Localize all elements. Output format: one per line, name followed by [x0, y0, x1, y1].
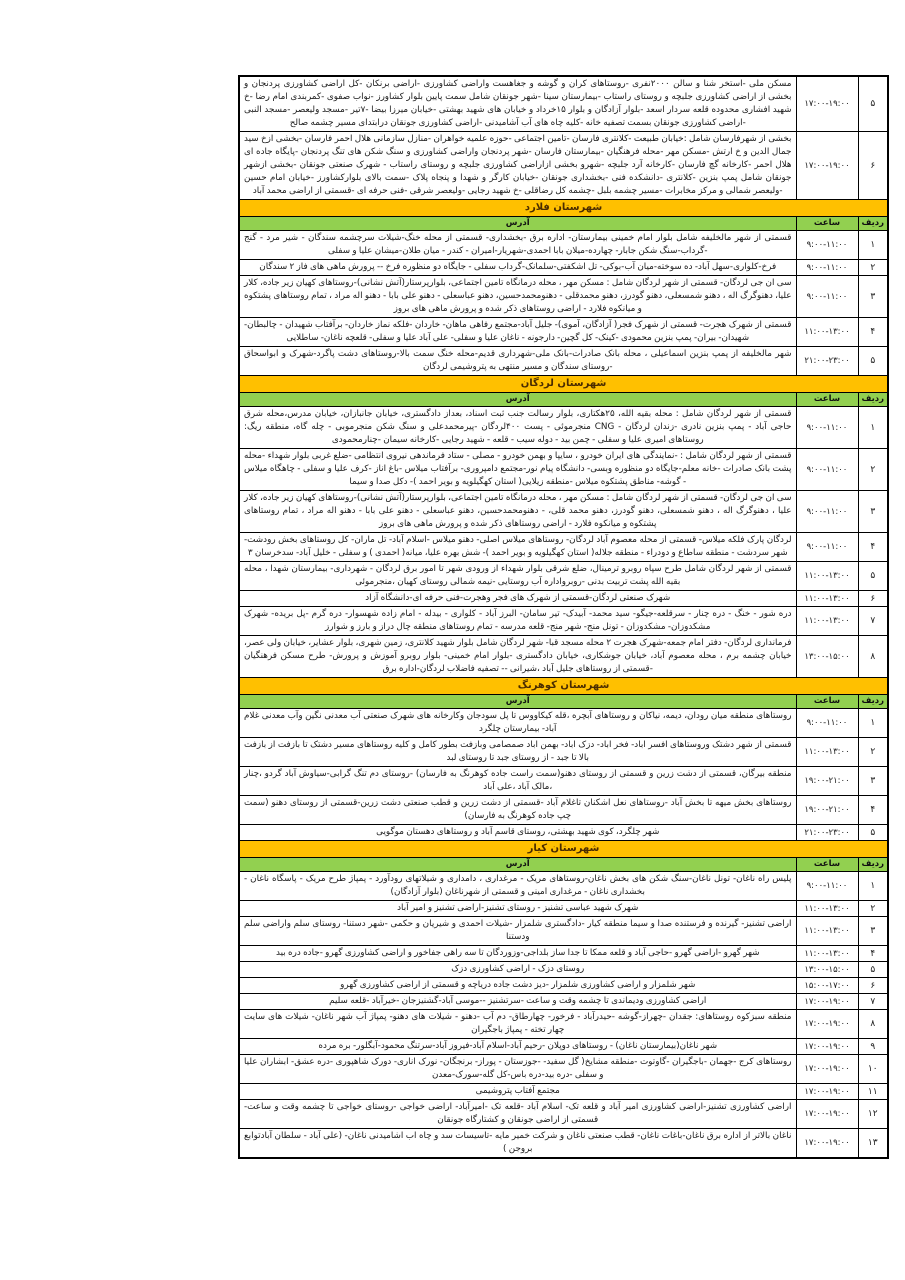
- table-row: [239, 607, 888, 636]
- outage-address-cell: شهر چلگرد، کوی شهید بهشتی، روستای قاسم آباد و روستاهای دهستان موگویی: [239, 825, 796, 841]
- outage-time-cell: ۱۷:۰۰-۱۹:۰۰: [796, 1055, 858, 1084]
- outage-address-cell: مجتمع آفتاب پتروشیمی: [239, 1084, 796, 1100]
- outage-time-cell: ۱۳:۰۰-۱۵:۰۰: [796, 962, 858, 978]
- outage-time-cell: ۱۱:۰۰-۱۳:۰۰: [796, 946, 858, 962]
- table-row: [239, 76, 888, 132]
- table-row: [239, 1010, 888, 1039]
- outage-address-cell: اراضی کشاورزی تشنیز-اراضی کشاورزی امیر آباد و قلعه تک- اسلام آباد -قلعه تک -امیرآباد- اراضی خواجی -روستای خواجی تا چشمه وقت و ساعت- قسمتی از اراضی جونقان و کشتارگاه جونقان: [239, 1100, 796, 1129]
- row-number-cell: ۱۰: [858, 1055, 888, 1084]
- table-row: [239, 562, 888, 591]
- outage-address-cell: قسمتی از شهر لردگان شامل : -نمایندگی های ایران خودرو ، سایپا و بهمن خودرو - مصلی - ستاد فرماندهی نیروی انتظامی -ضلع غربی بلوار شهداء -محله پشت بانک صادرات -خانه معلم-جایگاه دو منظوره وبسی- دانشگاه پیام نور-مجتمع دامپروری- برآفتاب میلاس -باغ اناز -کرف علیا و سفلی - چاهگاه میلاس - گوشه- مناطق پشتکوه میلاس -منطقه زیلایی( استان کهگیلویه و بویر احمد )- دکل صدا و سیما: [239, 449, 796, 491]
- outage-time-cell: ۹:۰۰-۱۱:۰۰: [796, 491, 858, 533]
- outage-address-cell: پلیس راه ناغان- تونل ناغان-سنگ شکن های بخش ناغان-روستاهای مریک - مرغداری ، دامداری و شیلاتهای رودآورد - پمپاژ طرح مریک - پاسگاه ناغان - بخشداری ناغان - مرغداری امینی و قسمتی از شهرناغان (بلوار آزادگان): [239, 872, 796, 901]
- outage-time-cell: ۱۱:۰۰-۱۳:۰۰: [796, 318, 858, 347]
- column-header-address-label: آدرس: [239, 393, 796, 407]
- outage-address-cell: شهر شلمزار و اراضی کشاورزی شلمزار -دیز دشت جاده دریاچه و قسمتی از اراضی کشاورزی گهرو: [239, 978, 796, 994]
- row-number-cell: ۲: [858, 901, 888, 917]
- table-row: [239, 962, 888, 978]
- outage-time-cell: ۹:۰۰-۱۱:۰۰: [796, 260, 858, 276]
- outage-address-cell: قسمتی از شهر لردگان شامل طرح سپاه روبرو ترمینال، ضلع شرقی بلوار شهداء از ورودی شهر تا امور برق لردگان - شهرداری- بیمارستان شهدا ، محله بقیه الله پشت تربیت بدنی -روبرواداره آب روستایی -نیمه شمالی روستای کهیان ،منجرموئی: [239, 562, 796, 591]
- column-header-row: [239, 858, 888, 872]
- row-number-cell: ۱: [858, 709, 888, 738]
- column-header-address-label: آدرس: [239, 858, 796, 872]
- column-header-time-label: ساعت: [796, 217, 858, 231]
- row-number-cell: ۱۲: [858, 1100, 888, 1129]
- outage-address-cell: قسمتی از شهر دشتک وروستاهای افسر اباد- فخر اباد- دزک اباد- بهمن اباد صمصامی وبازفت بطور کامل و کلیه روستاهای مسیر دشتک تا بازفت از بازفت بالا تا جبد - از روستای جبد تا روستای لبد: [239, 738, 796, 767]
- column-header-time-label: ساعت: [796, 393, 858, 407]
- row-number-cell: ۴: [858, 318, 888, 347]
- outage-address-cell: منطقه سبزکوه روستاهای: جقدان -چهراز-گوشه -حیدرآباد - فرخور- چهارطاق- دم آب -دهنو - شیلات های دهنو- پمپاژ آب شهر ناغان- شیلات های سایت چهار تخته - پمپاژ باجگیران: [239, 1010, 796, 1039]
- outage-address-cell: شهر ناغان(بیمارستان ناغان) - روستاهای دوپلان -رحیم آباد-اسلام آباد-فیروز آباد-سرتنگ محمود-آبگلور- بره مرده: [239, 1039, 796, 1055]
- column-header-row-label: ردیف: [858, 695, 888, 709]
- outage-time-cell: ۱۱:۰۰-۱۳:۰۰: [796, 901, 858, 917]
- row-number-cell: ۸: [858, 636, 888, 678]
- outage-time-cell: ۱۷:۰۰-۱۹:۰۰: [796, 1100, 858, 1129]
- table-row: [239, 709, 888, 738]
- table-row: [239, 767, 888, 796]
- outage-address-cell: قسمتی از شهرک هجرت- قسمتی از شهرک فجر( آزادگان، آموی)- جلیل آباد-مجتمع رفاهی ماهان- خاردان -فلکه نماز خاردان- برآفتاب شهیدان - چالبطان-شهیدان- بیران- پمپ بنزین محمودی -کینک- کل گچین- دارجونه - ناغان علیا و سفلی- علی آباد علیا و سفلی- قلعچه ناغان- ساطلایی: [239, 318, 796, 347]
- outage-address-cell: لردگان پارک فلکه میلاس- قسمتی از محله معصوم آباد لردگان- روستاهای میلاس اصلی- دهنو میلاس -اسلام آباد- تل ماران- کل روستاهای بخش رودشت- شهر سردشت - منطقه ساطاع و دودراء - منطقه جلاله( استان کهگیلویه و بویر احمد )- شش بهره علیا، میانه( احمدی ) و سفلی - خلیل آباد- سدخرسان ۳: [239, 533, 796, 562]
- table-row: [239, 231, 888, 260]
- table-row: [239, 132, 888, 200]
- row-number-cell: ۷: [858, 994, 888, 1010]
- section-title: شهرستان لردگان: [239, 376, 888, 393]
- section-title: شهرستان کوهرنگ: [239, 678, 888, 695]
- outage-time-cell: ۹:۰۰-۱۱:۰۰: [796, 709, 858, 738]
- outage-time-cell: ۱۱:۰۰-۱۳:۰۰: [796, 562, 858, 591]
- outage-address-cell: روستای دزک - اراضی کشاورزی دزک: [239, 962, 796, 978]
- outage-address-cell: فرمانداری لردگان- دفتر امام جمعه-شهرک هجرت ۲ محله مسجد قبا- شهر لردگان شامل بلوار شهید کلانتری، زمین شهری، بلوار عشایر، خیابان ولی عصر، خیابان چشمه برم ، محله معصوم آباد، خیابان جوشکاری، خیابان دادگستری -بلوار امام خمینی- بلوار روبرو آموزش و پرورش- طرح مسکن فرهنگیان -قسمتی از روستاهای جلیل آباد ،شیرانی -- تصفیه فاضلاب لردگان-اداره برق: [239, 636, 796, 678]
- outage-time-cell: ۱۹:۰۰-۲۱:۰۰: [796, 796, 858, 825]
- outage-time-cell: ۹:۰۰-۱۱:۰۰: [796, 533, 858, 562]
- row-number-cell: ۲: [858, 738, 888, 767]
- outage-address-cell: مسکن ملی -استخر شنا و سالن ۲۰۰۰نفری -روستاهای کران و گوشه و جغاهست واراضی کشاورزی -اراضی برنکان -کل اراضی کشاورزی پردنجان و بخشی از اراضی کشاورزی جلبچه و روستای راستاب -بیمارستان سینا -شهر جونقان شامل سمت پایین بلوار کشاورز -نواب صفوی -کمربندی امام رضا -خ شهید افشاری محدوده قلعه سردار اسعد -بلوار آزادگان و بلوار ۱۵خرداد و خیابان های شهید بهشتی -خیابان میرزا بیضا -۷تیر -مسجد ولیعصر -مسجد النبی -اراضی کشاورزی جونقان بسمت تصفیه خانه -کلیه چاه های آب آشامیدنی -اراضی کشاورزی جونقان درابتدای مسیر چشمه صالح: [239, 76, 796, 132]
- table-row: [239, 533, 888, 562]
- table-row: [239, 978, 888, 994]
- outage-time-cell: ۱۳:۰۰-۱۵:۰۰: [796, 636, 858, 678]
- outage-time-cell: ۹:۰۰-۱۱:۰۰: [796, 276, 858, 318]
- outage-address-cell: روستاهای کرج -جهمان -باجگیران -گاوتوت -منطقه مشایخ( گل سفید- -جوزستان - پوراز- برنجگان- نورک اناری- دورک شاهپوری -دره عشق- ابشاران علیا و سفلی -دره بید-دره باس-کل گله-سورک-معدن: [239, 1055, 796, 1084]
- column-header-row-label: ردیف: [858, 217, 888, 231]
- row-number-cell: ۱: [858, 872, 888, 901]
- outage-time-cell: ۱۷:۰۰-۱۹:۰۰: [796, 1084, 858, 1100]
- row-number-cell: ۳: [858, 917, 888, 946]
- table-row: [239, 636, 888, 678]
- section-header-row: [239, 841, 888, 858]
- row-number-cell: ۲: [858, 449, 888, 491]
- section-header-row: [239, 200, 888, 217]
- row-number-cell: ۹: [858, 1039, 888, 1055]
- table-row: [239, 491, 888, 533]
- row-number-cell: ۶: [858, 132, 888, 200]
- row-number-cell: ۳: [858, 767, 888, 796]
- outage-time-cell: ۲۱:۰۰-۲۳:۰۰: [796, 347, 858, 376]
- outage-address-cell: شهر مالخلیفه از پمپ بنزین اسماعیلی ، محله بانک صادرات-بانک ملی-شهرداری قدیم-محله خنگ سمت بالا-روستاهای دشت پاگرد-شهرک و ابواسحاق -روستای سندگان و مسیر منتهی به پتروشیمی لردگان: [239, 347, 796, 376]
- outage-address-cell: قسمتی از شهر مالخلیفه شامل بلوار امام خمینی بیمارستان- اداره برق -بخشداری- قسمتی از محله خنگ-شیلات سرچشمه سندگان - شیر مرد - گنج -گرداب-سنگ شکن جابار- چهارده-میلان بابا احمدی-شهریار-امیران - کندر - میان طلان-میشان علیا و سفلی: [239, 231, 796, 260]
- row-number-cell: ۵: [858, 76, 888, 132]
- outage-time-cell: ۹:۰۰-۱۱:۰۰: [796, 407, 858, 449]
- row-number-cell: ۳: [858, 491, 888, 533]
- outage-address-cell: منطقه بیرگان، قسمتی از دشت زرین و قسمتی از روستای دهنو(سمت راست جاده کوهرنگ به فارسان) -روستای دم تنگ گرابی-سیاوش آباد گردو ،چنار ،مالک آباد ،علی آباد: [239, 767, 796, 796]
- outage-schedule-table: [238, 75, 889, 1159]
- outage-time-cell: ۱۱:۰۰-۱۳:۰۰: [796, 591, 858, 607]
- outage-address-cell: ناغان بالاتر از اداره برق ناغان-باغات ناغان- قطب صنعتی ناغان و شرکت خمیر مایه -تاسیسات سد و چاه اب اشامیدنی ناغان- (علی آباد - سلطان آبادتوابع بروجن ): [239, 1129, 796, 1159]
- section-header-row: [239, 678, 888, 695]
- table-row: [239, 796, 888, 825]
- row-number-cell: ۶: [858, 591, 888, 607]
- table-row: [239, 825, 888, 841]
- table-row: [239, 1055, 888, 1084]
- outage-address-cell: شهرک شهید عباسی تشنیز - روستای تشنیز-اراضی تشنیز و امیر آباد: [239, 901, 796, 917]
- table-row: [239, 449, 888, 491]
- table-row: [239, 591, 888, 607]
- table-row: [239, 347, 888, 376]
- row-number-cell: ۸: [858, 1010, 888, 1039]
- outage-address-cell: اراضی تشنیز- گیرنده و فرستنده صدا و سیما منطقه کیار -دادگستری شلمزار -شیلات احمدی و شیریان و حکمی -شهر دستنا- روستای سلم واراضی سلم ودستنا: [239, 917, 796, 946]
- table-row: [239, 872, 888, 901]
- outage-address-cell: روستاهای بخش میهه تا بخش آباد -روستاهای نعل اشکنان تاغلام آباد -قسمتی از دشت زرین و قطب صنعتی دشت زرین-قسمتی از روستای دهنو (سمت چپ جاده کوهرنگ به فارسان): [239, 796, 796, 825]
- table-row: [239, 901, 888, 917]
- section-title: شهرستان کیار: [239, 841, 888, 858]
- outage-time-cell: ۹:۰۰-۱۱:۰۰: [796, 872, 858, 901]
- outage-address-cell: فرخ-کلواری-سهل آباد- ده سوخته-میان آب-بوکی- تل اشکفتی-سلمانک-گرداب سفلی - جایگاه دو منظوره فرخ -- پرورش ماهی های فاز ۲ سندگان: [239, 260, 796, 276]
- table-row: [239, 917, 888, 946]
- table-row: [239, 1129, 888, 1159]
- column-header-time-label: ساعت: [796, 858, 858, 872]
- outage-address-cell: سی ان جی لردگان- قسمتی از شهر لردگان شامل : مسکن مهر ، محله درمانگاه تامین اجتماعی، بلوارپرستار(آتش نشانی)-روستاهای کهیان زیر جاده، کلار علیا، دهنوگرگ اله ، دهنو شمسعلی، دهنو گودرز، دهنو محمدقلی - دهنومحمدحسین، دهنو عباسعلی - دهنو علی بابا - دهنو اله مراد ، تمام روستاهای پشتکوه و میانکوه فلارد - اراضی روستاهای ذکر شده و پرورش ماهی های بروز: [239, 276, 796, 318]
- outage-address-cell: روستاهای منطقه میان رودان، دیمه، نیاکان و روستاهای آبچره ،قله کیکاووس تا پل سودجان وکارخانه های شهرک صنعتی آب معدنی نگین وآب معدنی غلام آباد- بیمارستان چلگرد: [239, 709, 796, 738]
- outage-time-cell: ۱۱:۰۰-۱۳:۰۰: [796, 917, 858, 946]
- table-row: [239, 946, 888, 962]
- outage-time-cell: ۱۷:۰۰-۱۹:۰۰: [796, 1039, 858, 1055]
- row-number-cell: ۴: [858, 533, 888, 562]
- column-header-row: [239, 393, 888, 407]
- column-header-row: [239, 695, 888, 709]
- table-row: [239, 318, 888, 347]
- outage-address-cell: بخشی از شهرفارسان شامل :خیابان طبیعت -کلانتری فارسان -تامین اجتماعی -حوزه علمیه خواهران -منازل سازمانی هلال احمر فارسان -بخشی ازخ سید جمال الدین و خ ارتش -مسکن مهر -محله فرهنگیان -بیمارستان فارسان -شهر پردنجان واراضی کشاورزی و سنگ شکن های تنگ پردنجان -پایگاه جاده ای هلال احمر -کارخانه گچ فارسان -کارخانه آرد جلبچه -شهرو بخشی ازاراضی کشاورزی جلبچه و روستای راستاب - شهرک صنعتی جونقان -بخشی ازشهر جونقان شامل پمپ بنزین -کلانتری -دانشکده فنی -بخشداری جونقان -خیابان کارگر و شهدا و پنجاه پلاک -سمت بالای بلوارکشاورز -خیابان امام حسین -ولیعصر شمالی و مرکز مخابرات -مسیر چشمه بلبل -چشمه کل رضاقلی -خ شهید رجایی -ولیعصر شرقی -فنی حرفه ای -قسمتی از اراضی محمد آباد: [239, 132, 796, 200]
- row-number-cell: ۲: [858, 260, 888, 276]
- table-row: [239, 1100, 888, 1129]
- table-row: [239, 1084, 888, 1100]
- row-number-cell: ۱۱: [858, 1084, 888, 1100]
- table-row: [239, 276, 888, 318]
- column-header-row: [239, 217, 888, 231]
- table-row: [239, 260, 888, 276]
- table-row: [239, 994, 888, 1010]
- outage-time-cell: ۱۷:۰۰-۱۹:۰۰: [796, 76, 858, 132]
- outage-time-cell: ۲۱:۰۰-۲۳:۰۰: [796, 825, 858, 841]
- outage-address-cell: قسمتی از شهر لردگان شامل : محله بقیه الله، ۲۵هکتاری، بلوار رسالت جنب ثبت اسناد، بعداز دادگستری، خیابان جانبازان، خیابان مدرس،محله شرق حاجی آباد - پمپ بنزین نادری -زندان لردگان - CNG منجرموئی - پست ۴۰۰لردگان -پیرمحمدعلی و سنگ شکن منجرموبی - چله گاه، منطقه ریگ: روستاهای امیری علیا و سفلی - چمن بید - دوله سیب - قلعه - شهید رجایی -کارخانه سیمان -چنارمحمودی: [239, 407, 796, 449]
- outage-time-cell: ۱۱:۰۰-۱۳:۰۰: [796, 607, 858, 636]
- row-number-cell: ۵: [858, 562, 888, 591]
- outage-time-cell: ۱۷:۰۰-۱۹:۰۰: [796, 1010, 858, 1039]
- row-number-cell: ۳: [858, 276, 888, 318]
- outage-time-cell: ۹:۰۰-۱۱:۰۰: [796, 449, 858, 491]
- row-number-cell: ۱: [858, 231, 888, 260]
- outage-time-cell: ۱۹:۰۰-۲۱:۰۰: [796, 767, 858, 796]
- column-header-address-label: آدرس: [239, 695, 796, 709]
- row-number-cell: ۶: [858, 978, 888, 994]
- row-number-cell: ۱: [858, 407, 888, 449]
- outage-time-cell: ۱۷:۰۰-۱۹:۰۰: [796, 994, 858, 1010]
- row-number-cell: ۴: [858, 796, 888, 825]
- outage-time-cell: ۱۷:۰۰-۱۹:۰۰: [796, 132, 858, 200]
- column-header-address-label: آدرس: [239, 217, 796, 231]
- outage-address-cell: سی ان جی لردگان- قسمتی از شهر لردگان شامل : مسکن مهر ، محله درمانگاه تامین اجتماعی، بلوارپرستار(آتش نشانی)-روستاهای کهیان زیر جاده، کلار علیا ، دهنوگرگ اله ، دهنو شمسعلی، دهنو گودرز، دهنو محمد قلی، - دهنومحمدحسین، دهنو عباسعلی - دهنو علی بابا - دهنو اله مراد ، تمام روستاهای پشتکوه و میانکوه فلارد - اراضی روستاهای ذکر شده و پرورش ماهی های بروز: [239, 491, 796, 533]
- outage-address-cell: شهرک صنعتی لردگان-قسمتی از شهرک های فجر وهجرت-فنی حرفه ای-دانشگاه آزاد: [239, 591, 796, 607]
- outage-address-cell: شهر گهرو -اراضی گهرو -حاجی آباد و قلعه ممکا تا جدا ساز بلداجی-وزوردگان تا سه راهی جفاخور و اراضی کشاورزی گهرو -جاده دره بید: [239, 946, 796, 962]
- outage-address-cell: دره شور - خنگ - دره چنار - سرقلعه-جیگو- سید محمد- آبیدک- تیر سامان- البرز آباد - کلواری - بیدله - امام زاده شهسوار- دره گرم -پل بریده- شهرک مشکدوزان- مشکدوزان - تونل منج- شهر منج- قلعه مدرسه - تمام روستاهای منطقه چال دراز و بارز و شوارز: [239, 607, 796, 636]
- row-number-cell: ۴: [858, 946, 888, 962]
- section-title: شهرستان فلارد: [239, 200, 888, 217]
- row-number-cell: ۷: [858, 607, 888, 636]
- outage-schedule-table-wrap: [238, 75, 889, 1159]
- table-row: [239, 738, 888, 767]
- row-number-cell: ۵: [858, 347, 888, 376]
- outage-time-cell: ۱۷:۰۰-۱۹:۰۰: [796, 1129, 858, 1159]
- table-row: [239, 407, 888, 449]
- row-number-cell: ۵: [858, 825, 888, 841]
- outage-time-cell: ۹:۰۰-۱۱:۰۰: [796, 231, 858, 260]
- column-header-row-label: ردیف: [858, 393, 888, 407]
- table-row: [239, 1039, 888, 1055]
- section-header-row: [239, 376, 888, 393]
- row-number-cell: ۱۳: [858, 1129, 888, 1159]
- column-header-row-label: ردیف: [858, 858, 888, 872]
- row-number-cell: ۵: [858, 962, 888, 978]
- column-header-time-label: ساعت: [796, 695, 858, 709]
- outage-time-cell: ۱۵:۰۰-۱۷:۰۰: [796, 978, 858, 994]
- outage-time-cell: ۱۱:۰۰-۱۳:۰۰: [796, 738, 858, 767]
- outage-address-cell: اراضی کشاورزی ودیماندی تا چشمه وقت و ساعت -سرتشنیز --موسی آباد-گشنیزجان -خیرآباد -قلعه سلیم: [239, 994, 796, 1010]
